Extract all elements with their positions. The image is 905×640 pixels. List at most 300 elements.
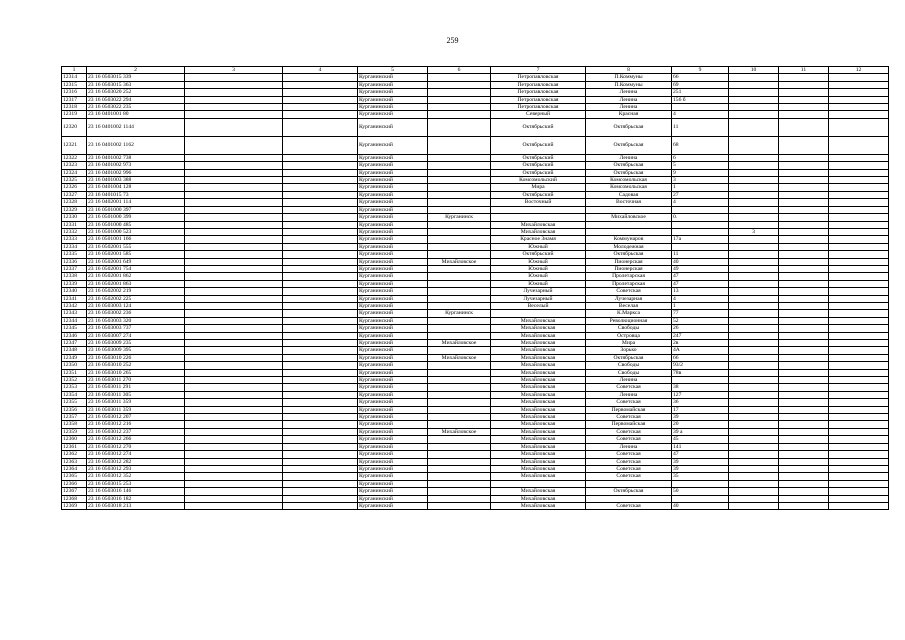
table-cell: [283, 465, 358, 472]
table-cell: [185, 399, 283, 406]
table-cell: [829, 288, 889, 295]
table-cell: [185, 199, 283, 206]
table-cell: Октябрьский: [491, 169, 586, 176]
table-cell: [428, 243, 491, 250]
table-cell: [729, 295, 779, 302]
table-cell: [185, 236, 283, 243]
table-cell: 23 16 0401002 1144: [87, 118, 185, 136]
table-cell: [729, 325, 779, 332]
table-cell: Курганинский: [358, 74, 428, 81]
table-cell: [779, 354, 829, 361]
table-cell: [779, 111, 829, 118]
table-cell: 12355: [62, 399, 87, 406]
table-cell: Октябрьская: [586, 136, 672, 154]
table-cell: [829, 265, 889, 272]
table-cell: [779, 436, 829, 443]
table-cell: Молодежная: [586, 243, 672, 250]
table-cell: Комсомольская: [586, 177, 672, 184]
table-cell: 23 16 0502002 225: [87, 295, 185, 302]
table-cell: Курганинский: [358, 391, 428, 398]
table-cell: [729, 177, 779, 184]
page-number: 259: [446, 36, 459, 45]
table-cell: Октябрьская: [586, 169, 672, 176]
table-cell: [428, 191, 491, 198]
table-cell: [829, 369, 889, 376]
table-cell: [428, 273, 491, 280]
table-cell: 12344: [62, 317, 87, 324]
table-cell: 23 16 0503015 339: [87, 74, 185, 81]
table-cell: [185, 74, 283, 81]
table-cell: Красная: [586, 111, 672, 118]
table-cell: 12362: [62, 451, 87, 458]
table-row: [62, 273, 889, 280]
table-cell: [185, 340, 283, 347]
table-row: [62, 154, 889, 161]
table-cell: П.Коммуны: [586, 74, 672, 81]
table-cell: [672, 377, 729, 384]
table-cell: 12322: [62, 154, 87, 161]
table-cell: Курганинск: [428, 214, 491, 221]
table-cell: [185, 451, 283, 458]
table-cell: [185, 384, 283, 391]
table-cell: 23 16 0503016 182: [87, 495, 185, 502]
table-cell: [779, 118, 829, 136]
table-cell: [283, 458, 358, 465]
table-cell: [779, 488, 829, 495]
table-cell: 23 16 0402001 114: [87, 199, 185, 206]
table-cell: [283, 288, 358, 295]
table-cell: 12356: [62, 406, 87, 413]
table-cell: [428, 236, 491, 243]
table-cell: 39 а: [672, 428, 729, 435]
table-cell: [428, 111, 491, 118]
table-cell: 3: [729, 228, 779, 235]
table-row: [62, 228, 889, 235]
table-cell: [428, 399, 491, 406]
table-cell: 23 16 0503003 124: [87, 302, 185, 309]
table-cell: [829, 221, 889, 228]
table-cell: Восточный: [491, 199, 586, 206]
table-cell: [829, 89, 889, 96]
table-cell: 23 16 0503011 359: [87, 406, 185, 413]
table-cell: Свободы: [586, 325, 672, 332]
column-header: 7: [491, 67, 586, 74]
table-cell: [779, 421, 829, 428]
table-cell: 23 16 0502001 555: [87, 243, 185, 250]
table-cell: [829, 443, 889, 450]
column-header: 11: [779, 67, 829, 74]
table-cell: Курганинский: [358, 258, 428, 265]
table-cell: [185, 421, 283, 428]
table-cell: [428, 81, 491, 88]
table-cell: [428, 443, 491, 450]
table-cell: [428, 495, 491, 502]
table-cell: [185, 428, 283, 435]
table-cell: 23 16 0401004 128: [87, 184, 185, 191]
table-cell: Ленина: [586, 391, 672, 398]
table-cell: 12347: [62, 340, 87, 347]
table-cell: 12357: [62, 414, 87, 421]
table-cell: 66: [672, 74, 729, 81]
table-cell: Михайловская: [491, 228, 586, 235]
table-cell: 39: [672, 414, 729, 421]
column-header: 6: [428, 67, 491, 74]
table-cell: 23 16 0502001 585: [87, 251, 185, 258]
table-cell: [729, 118, 779, 136]
table-cell: 12345: [62, 325, 87, 332]
table-cell: [428, 488, 491, 495]
table-cell: [185, 169, 283, 176]
table-cell: Советская: [586, 451, 672, 458]
table-cell: Советская: [586, 414, 672, 421]
table-cell: [283, 191, 358, 198]
table-cell: 12331: [62, 221, 87, 228]
table-cell: [829, 362, 889, 369]
table-row: [62, 473, 889, 480]
table-cell: [185, 206, 283, 213]
table-cell: 12317: [62, 96, 87, 103]
table-cell: [729, 104, 779, 111]
table-cell: Михайловская: [491, 347, 586, 354]
table-cell: 52: [672, 317, 729, 324]
table-cell: [729, 236, 779, 243]
table-cell: Советская: [586, 502, 672, 509]
table-cell: 40: [672, 502, 729, 509]
table-row: [62, 265, 889, 272]
table-row: [62, 184, 889, 191]
table-cell: Курганинский: [358, 177, 428, 184]
table-cell: [428, 184, 491, 191]
table-cell: 17а: [672, 236, 729, 243]
table-cell: Курганинский: [358, 354, 428, 361]
table-cell: [729, 265, 779, 272]
table-cell: [428, 280, 491, 287]
table-cell: [829, 495, 889, 502]
table-cell: [283, 362, 358, 369]
table-cell: [779, 317, 829, 324]
table-cell: 12361: [62, 443, 87, 450]
table-cell: Коммунаров: [586, 236, 672, 243]
table-cell: 12338: [62, 273, 87, 280]
table-cell: Красное Знамя: [491, 236, 586, 243]
column-header: 2: [87, 67, 185, 74]
table-row: [62, 495, 889, 502]
table-cell: [829, 428, 889, 435]
table-cell: Октябрьская: [586, 354, 672, 361]
table-cell: Революционная: [586, 317, 672, 324]
table-cell: [779, 177, 829, 184]
table-cell: Курганинский: [358, 488, 428, 495]
table-cell: Лучезарная: [586, 295, 672, 302]
table-cell: Пионерская: [586, 265, 672, 272]
table-cell: [428, 89, 491, 96]
table-cell: [283, 162, 358, 169]
table-cell: [779, 406, 829, 413]
table-cell: [428, 414, 491, 421]
table-cell: 12351: [62, 369, 87, 376]
table-cell: Михайловская: [491, 384, 586, 391]
table-row: [62, 118, 889, 136]
table-cell: 23 16 0503012 266: [87, 436, 185, 443]
table-row: [62, 369, 889, 376]
table-cell: Курганинский: [358, 436, 428, 443]
table-row: [62, 295, 889, 302]
table-row: [62, 317, 889, 324]
table-row: [62, 177, 889, 184]
table-cell: [829, 243, 889, 250]
table-cell: [283, 118, 358, 136]
table-cell: 12337: [62, 265, 87, 272]
table-cell: [829, 436, 889, 443]
table-cell: Островца: [586, 332, 672, 339]
table-cell: 23 16 0503012 216: [87, 421, 185, 428]
column-header: 3: [185, 67, 283, 74]
table-cell: 12329: [62, 206, 87, 213]
table-cell: [428, 465, 491, 472]
table-cell: [829, 162, 889, 169]
table-cell: [283, 273, 358, 280]
table-cell: [729, 162, 779, 169]
table-cell: Курганинский: [358, 184, 428, 191]
table-cell: 12320: [62, 118, 87, 136]
table-cell: Курганинский: [358, 96, 428, 103]
table-cell: Михайловская: [491, 458, 586, 465]
table-cell: 23 16 0503010 265: [87, 369, 185, 376]
table-cell: 23 16 0503010 226: [87, 354, 185, 361]
table-cell: Михайловская: [491, 443, 586, 450]
table-cell: 12365: [62, 473, 87, 480]
table-cell: Ленина: [586, 89, 672, 96]
table-cell: [283, 414, 358, 421]
table-cell: 4: [672, 295, 729, 302]
table-cell: [779, 251, 829, 258]
table-cell: [829, 473, 889, 480]
table-cell: Октябрьский: [491, 251, 586, 258]
table-cell: [283, 302, 358, 309]
table-cell: [829, 169, 889, 176]
table-cell: Курганинский: [358, 280, 428, 287]
table-cell: Садовая: [586, 191, 672, 198]
table-cell: Курганинский: [358, 473, 428, 480]
table-cell: Петропавловская: [491, 96, 586, 103]
table-cell: [185, 354, 283, 361]
table-cell: [185, 191, 283, 198]
table-cell: [283, 199, 358, 206]
table-cell: [829, 228, 889, 235]
table-cell: [729, 428, 779, 435]
table-cell: Мира: [491, 184, 586, 191]
table-cell: Курганинский: [358, 317, 428, 324]
table-cell: 20: [672, 421, 729, 428]
table-cell: 23 16 0503009 235: [87, 340, 185, 347]
table-cell: Петропавловская: [491, 104, 586, 111]
table-cell: Ленина: [586, 377, 672, 384]
table-cell: [829, 177, 889, 184]
table-cell: [283, 96, 358, 103]
table-cell: [829, 136, 889, 154]
table-cell: [428, 265, 491, 272]
table-cell: Советская: [586, 473, 672, 480]
table-cell: 23 16 0503022 235: [87, 104, 185, 111]
table-cell: [428, 377, 491, 384]
table-row: [62, 214, 889, 221]
table-row: [62, 199, 889, 206]
table-cell: [428, 154, 491, 161]
table-cell: 23 16 0503012 282: [87, 458, 185, 465]
table-cell: [779, 258, 829, 265]
table-cell: 23 16 0503011 305: [87, 391, 185, 398]
table-cell: [729, 480, 779, 487]
table-cell: [283, 280, 358, 287]
table-cell: Курганинский: [358, 243, 428, 250]
table-cell: [672, 228, 729, 235]
table-cell: 1: [672, 184, 729, 191]
table-cell: Курганинский: [358, 169, 428, 176]
table-cell: Курганинский: [358, 384, 428, 391]
table-cell: 23 16 0503011 270: [87, 377, 185, 384]
table-cell: Михайловская: [491, 354, 586, 361]
table-cell: [428, 251, 491, 258]
table-cell: Михайловская: [491, 399, 586, 406]
table-cell: [428, 302, 491, 309]
table-cell: Курганинский: [358, 399, 428, 406]
table-cell: 23 16 0503022 294: [87, 96, 185, 103]
table-cell: Курганинский: [358, 288, 428, 295]
table-cell: [829, 480, 889, 487]
table-cell: [829, 258, 889, 265]
column-header: 4: [283, 67, 358, 74]
table-cell: [185, 280, 283, 287]
table-cell: Курганинский: [358, 111, 428, 118]
table-cell: [779, 399, 829, 406]
table-cell: [779, 206, 829, 213]
table-cell: [428, 295, 491, 302]
table-cell: [283, 406, 358, 413]
table-cell: Курганинский: [358, 81, 428, 88]
table-cell: Курганинский: [358, 221, 428, 228]
table-cell: [779, 480, 829, 487]
table-cell: Пионерская: [586, 258, 672, 265]
table-cell: Советская: [586, 428, 672, 435]
table-cell: [829, 111, 889, 118]
table-cell: [829, 184, 889, 191]
table-row: [62, 302, 889, 309]
table-cell: [491, 206, 586, 213]
table-cell: [283, 480, 358, 487]
table-cell: [185, 369, 283, 376]
table-cell: [779, 169, 829, 176]
table-row: [62, 162, 889, 169]
column-header: 10: [729, 67, 779, 74]
table-cell: 23 16 0503012 207: [87, 414, 185, 421]
table-cell: Михайловская: [491, 502, 586, 509]
table-cell: Курганинский: [358, 502, 428, 509]
table-cell: 23 16 0503003 320: [87, 317, 185, 324]
table-cell: 47: [672, 273, 729, 280]
table-cell: [672, 206, 729, 213]
table-cell: [283, 136, 358, 154]
table-cell: [185, 347, 283, 354]
table-cell: [779, 199, 829, 206]
table-cell: Южный: [491, 258, 586, 265]
table-cell: [428, 436, 491, 443]
table-cell: Курганинский: [358, 191, 428, 198]
table-cell: 12339: [62, 280, 87, 287]
table-cell: 12332: [62, 228, 87, 235]
table-cell: [729, 436, 779, 443]
table-cell: [283, 332, 358, 339]
table-cell: 23 16 0401003 388: [87, 177, 185, 184]
table-row: [62, 332, 889, 339]
table-cell: [428, 136, 491, 154]
table-cell: 69: [672, 81, 729, 88]
table-cell: [428, 317, 491, 324]
table-cell: [428, 288, 491, 295]
table-cell: 3: [672, 177, 729, 184]
table-row: [62, 258, 889, 265]
table-cell: 36: [672, 399, 729, 406]
table-cell: [428, 480, 491, 487]
table-cell: [779, 162, 829, 169]
table-cell: [829, 317, 889, 324]
table-cell: [779, 280, 829, 287]
table-cell: [779, 495, 829, 502]
table-cell: 2в: [672, 340, 729, 347]
table-cell: Михайловское: [428, 428, 491, 435]
table-cell: [672, 221, 729, 228]
table-cell: Курганинский: [358, 406, 428, 413]
column-header: 5: [358, 67, 428, 74]
table-cell: 23 16 0503011 359: [87, 399, 185, 406]
table-cell: 23 16 0401015 73: [87, 191, 185, 198]
table-cell: Веселый: [491, 302, 586, 309]
table-cell: 12323: [62, 162, 87, 169]
table-cell: Михайловское: [428, 354, 491, 361]
table-cell: Зорько: [586, 347, 672, 354]
table-cell: [829, 191, 889, 198]
table-cell: Михайловская: [491, 488, 586, 495]
table-cell: 12328: [62, 199, 87, 206]
table-cell: 12369: [62, 502, 87, 509]
table-cell: [185, 118, 283, 136]
table-cell: 12335: [62, 251, 87, 258]
table-cell: [729, 317, 779, 324]
table-cell: [428, 118, 491, 136]
table-cell: [428, 384, 491, 391]
table-cell: [829, 406, 889, 413]
table-cell: 23 16 0503015 363: [87, 81, 185, 88]
table-cell: 251: [672, 89, 729, 96]
table-cell: [729, 347, 779, 354]
table-cell: [283, 221, 358, 228]
table-cell: Курганинский: [358, 414, 428, 421]
table-cell: 12316: [62, 89, 87, 96]
table-cell: Южный: [491, 280, 586, 287]
table-cell: [283, 384, 358, 391]
table-cell: [283, 104, 358, 111]
table-cell: Михайловская: [491, 465, 586, 472]
table-cell: [779, 184, 829, 191]
table-cell: Курганинский: [358, 458, 428, 465]
table-cell: [729, 280, 779, 287]
table-cell: [779, 89, 829, 96]
table-cell: [829, 74, 889, 81]
table-cell: [283, 340, 358, 347]
table-cell: Михайловская: [491, 377, 586, 384]
table-cell: [185, 502, 283, 509]
table-cell: [729, 258, 779, 265]
table-cell: Октябрьская: [586, 162, 672, 169]
